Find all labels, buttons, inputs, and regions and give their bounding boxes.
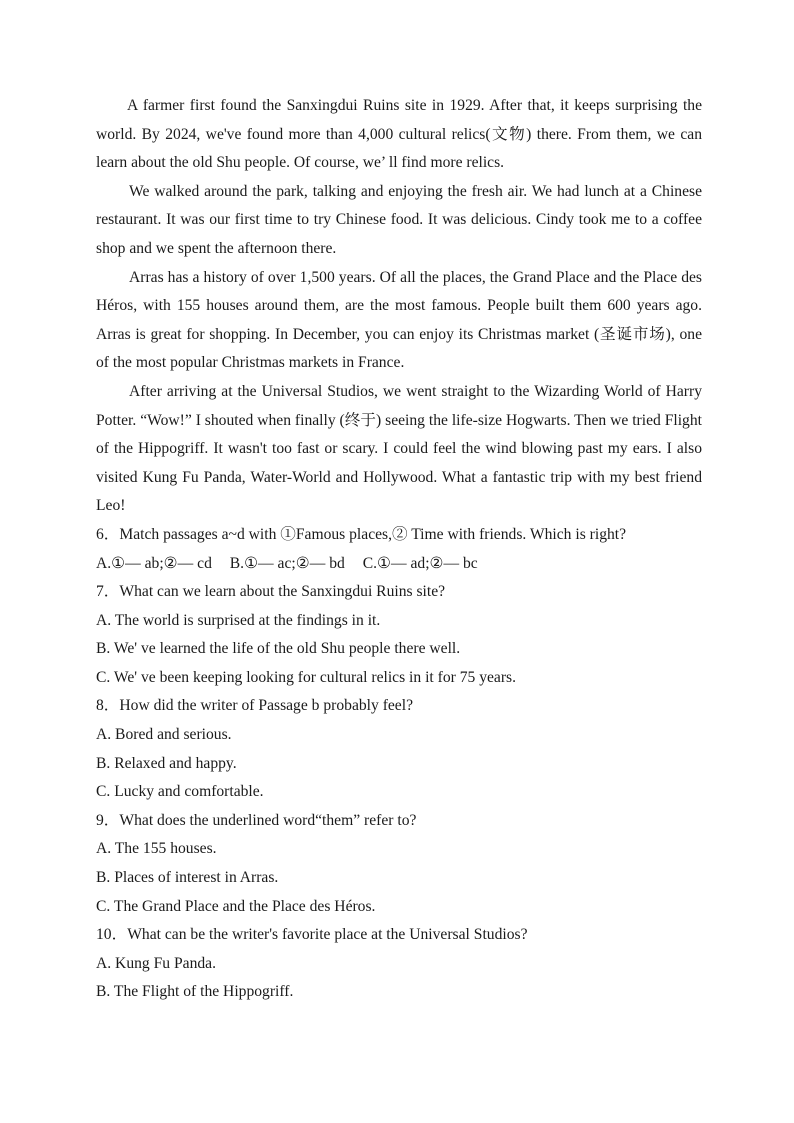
option-c: C. The Grand Place and the Place des Héros. [96,897,376,915]
question-stem: 6．Match passages a~d with ①Famous places,② Time with friends. Which is right? [96,525,627,543]
question-7 [96,578,702,692]
option-a: A. Kung Fu Panda. [96,954,216,972]
option-a: A. The world is surprised at the findings in it. [96,611,381,629]
option-b: B. Relaxed and happy. [96,754,237,772]
option-b: B.①— ac;②— bd [229,554,345,572]
option-c: C.①— ad;②— bc [362,554,478,572]
passage-a: A farmer first found the Sanxingdui Ruins site in 1929. After that, it keeps surprising the world. By 2024, we've found more than 4,000 cultural relics(文物) there. From them, we can learn about the old Shu people. Of course, we’ ll find more relics. [96,97,702,172]
option-b: B. The Flight of the Hippogriff. [96,983,294,1001]
question-stem: 10．What can be the writer's favorite place at the Universal Studios? [96,926,528,944]
passage-b: We walked around the park, talking and enjoying the fresh air. We had lunch at a Chinese restaurant. It was our first time to try Chinese food. It was delicious. Cindy took me to a coffee shop and we spent the afternoon there. [96,182,702,257]
question-8 [96,692,702,806]
question-stem: 7．What can we learn about the Sanxingdui Ruins site? [96,583,446,601]
option-c: C. Lucky and comfortable. [96,783,264,801]
question-9 [96,807,702,921]
question-10 [96,921,702,1007]
option-b: B. Places of interest in Arras. [96,869,279,887]
option-a: A. The 155 houses. [96,840,217,858]
option-c: C. We' ve been keeping looking for cultural relics in it for 75 years. [96,668,517,686]
question-stem: 9．What does the underlined word“them” refer to? [96,811,417,829]
document-page [96,92,702,1007]
option-a: A.①— ab;②— cd [96,554,212,572]
option-row [96,550,702,579]
question-stem: 8．How did the writer of Passage b probably feel? [96,697,413,715]
option-a: A. Bored and serious. [96,726,232,744]
passage-d: After arriving at the Universal Studios, we went straight to the Wizarding World of Harry Potter. “Wow!” I shouted when finally (终于) seeing the life-size Hogwarts. Then we tried Flight of the Hippogriff. It wasn't too fast or scary. I could feel the wind blowing past my ears. I also visited Kung Fu Panda, Water-World and Hollywood. What a fantastic trip with my best friend Leo! [96,382,702,515]
question-6 [96,521,702,578]
passage-c: Arras has a history of over 1,500 years. Of all the places, the Grand Place and the Place des Héros, with 155 houses around them, are the most famous. People built them 600 years ago. Arras is great for shopping. In December, you can enjoy its Christmas market (圣诞市场), one of the most popular Christmas markets in France. [96,268,702,372]
option-b: B. We' ve learned the life of the old Shu people there well. [96,640,461,658]
